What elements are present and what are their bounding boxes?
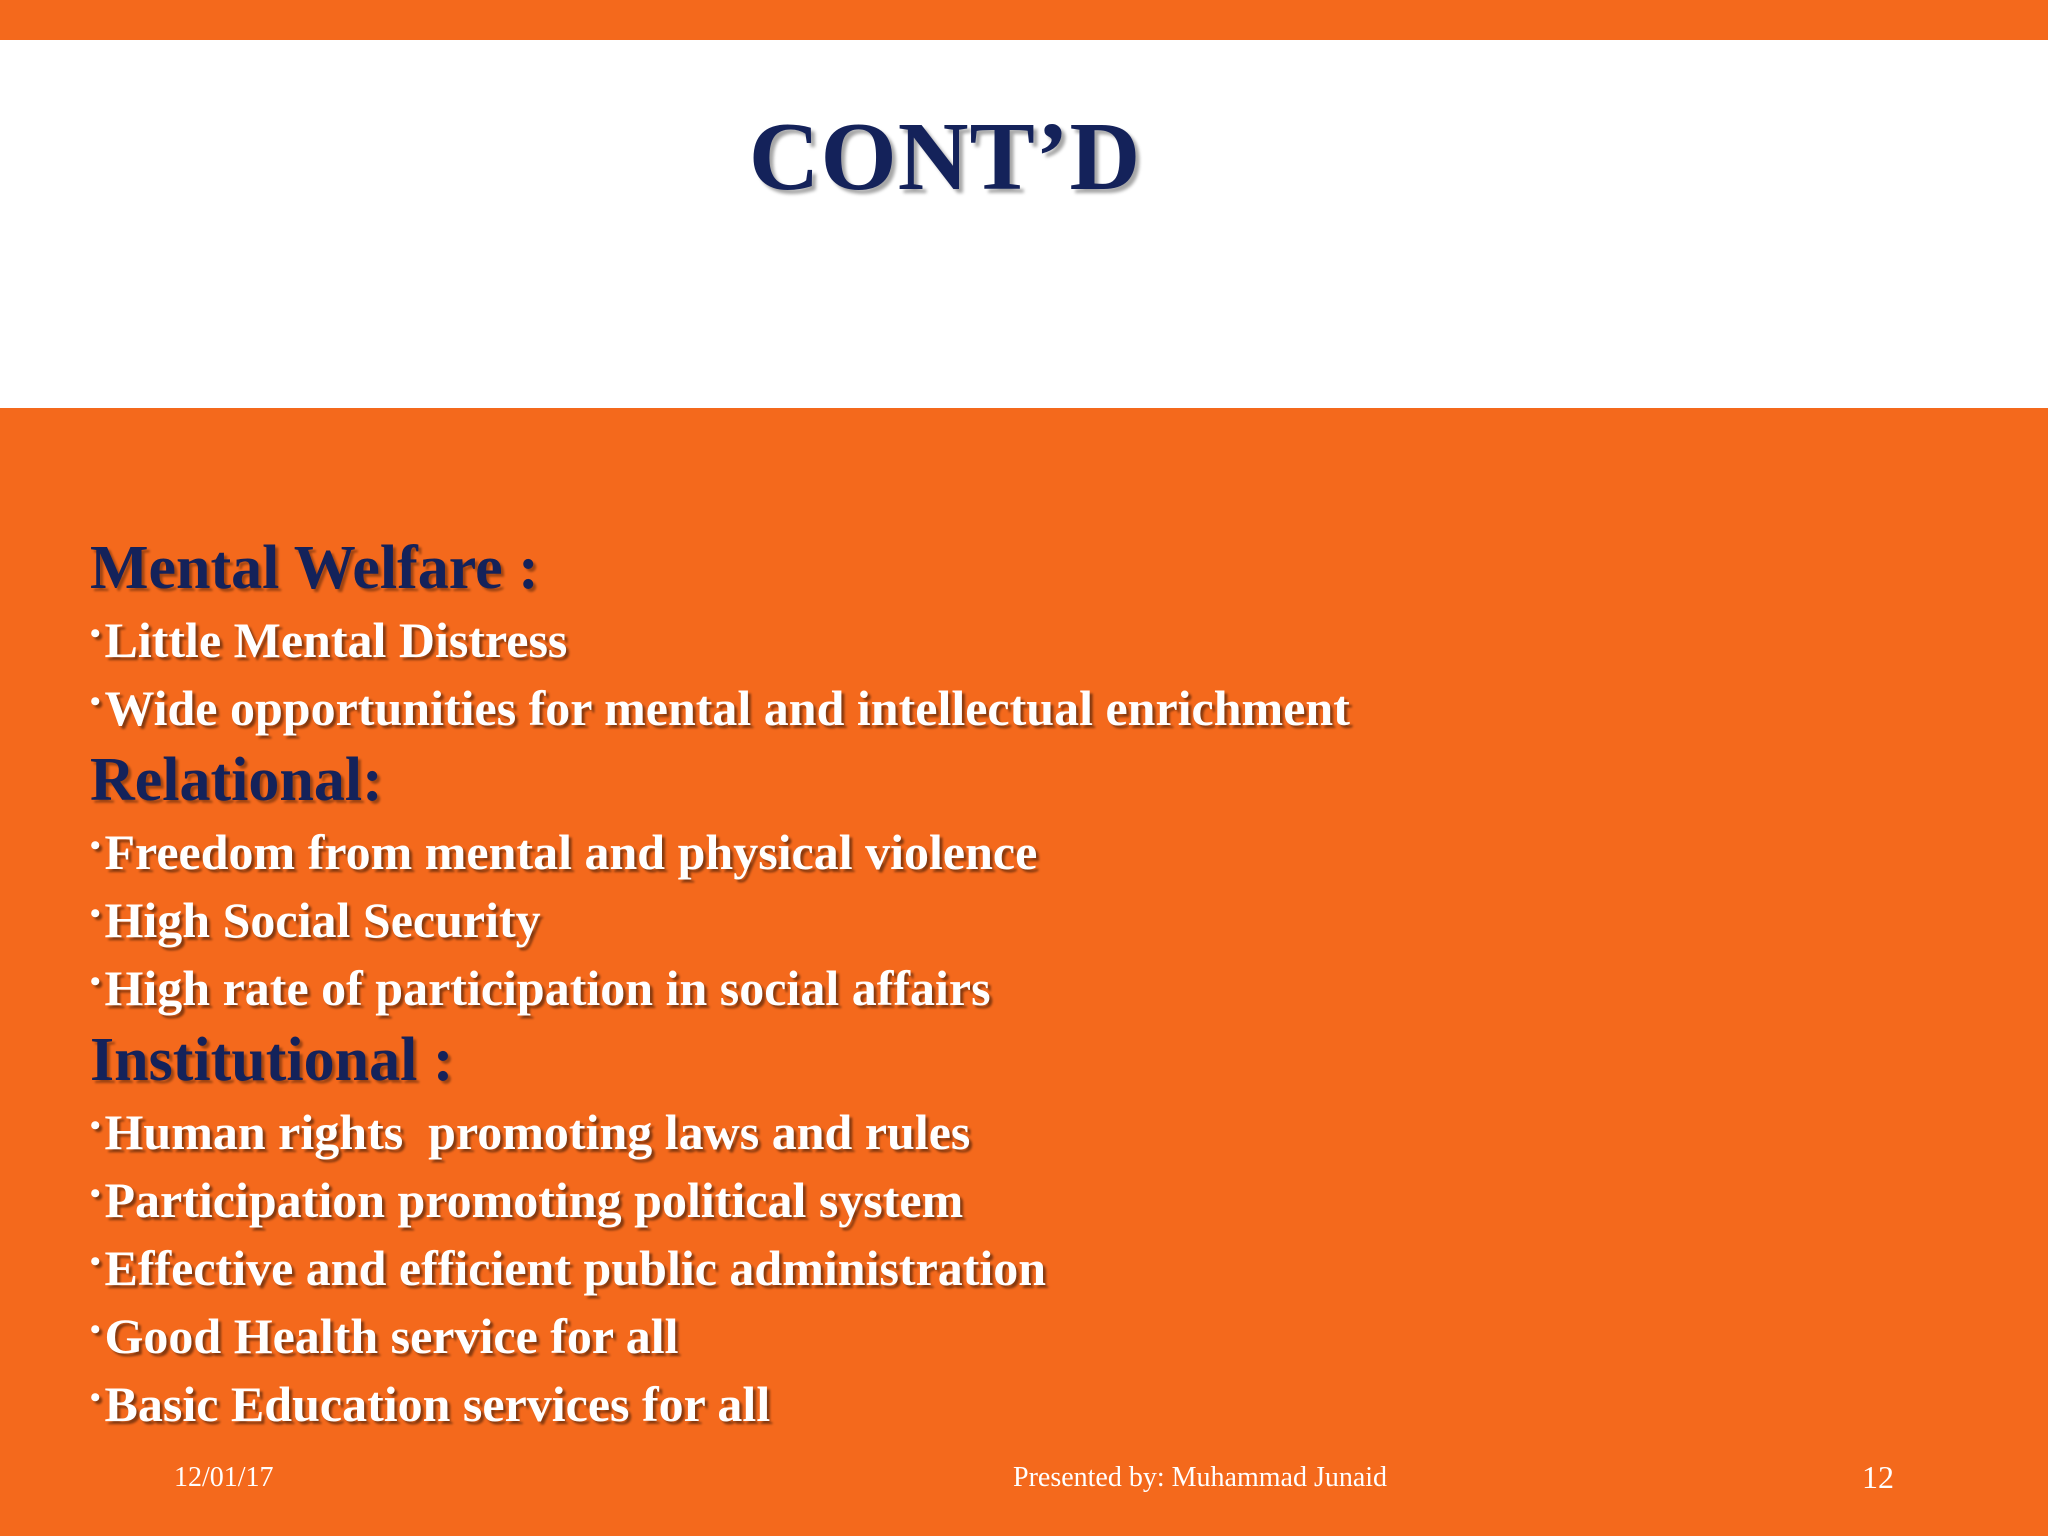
bullet-icon: •	[90, 829, 101, 862]
bullet-item	[90, 818, 1970, 886]
bullet-text: High rate of participation in social affairs	[104, 960, 991, 1016]
section-heading-mental-welfare: Mental Welfare :	[90, 534, 539, 602]
bullet-icon: •	[90, 1313, 101, 1346]
footer-presenter: Presented by: Muhammad Junaid	[1013, 1462, 1388, 1493]
bullet-icon: •	[90, 1109, 101, 1142]
bullet-icon: •	[90, 617, 101, 650]
bullet-icon: •	[90, 965, 101, 998]
bullet-text: Little Mental Distress	[104, 612, 568, 668]
bullet-item	[90, 674, 1970, 742]
section-heading-institutional: Institutional :	[90, 1026, 454, 1094]
slide-body	[90, 530, 1970, 1438]
slide-number: 12	[1862, 1459, 1894, 1495]
section-heading-relational: Relational:	[90, 746, 383, 814]
bullet-text: Effective and efficient public administration	[104, 1240, 1047, 1296]
bullet-item	[90, 1234, 1970, 1302]
bullet-item	[90, 1166, 1970, 1234]
bullet-text: High Social Security	[104, 892, 541, 948]
bullet-text: Basic Education services for all	[104, 1376, 771, 1432]
bullet-icon: •	[90, 685, 101, 718]
bullet-item	[90, 1370, 1970, 1438]
bullet-icon: •	[90, 1381, 101, 1414]
bullet-icon: •	[90, 1245, 101, 1278]
bullet-text: Participation promoting political system	[104, 1172, 964, 1228]
bullet-text: Wide opportunities for mental and intellectual enrichment	[104, 680, 1350, 736]
bullet-item	[90, 954, 1970, 1022]
bullet-item	[90, 886, 1970, 954]
top-accent-bar	[0, 0, 2048, 40]
slide-title: CONT’D	[748, 103, 1142, 211]
bullet-text: Good Health service for all	[104, 1308, 679, 1364]
bullet-item	[90, 1098, 1970, 1166]
bullet-text: Human rights promoting laws and rules	[104, 1104, 971, 1160]
bullet-item	[90, 1302, 1970, 1370]
bullet-item	[90, 606, 1970, 674]
bullet-text: Freedom from mental and physical violence	[104, 824, 1038, 880]
footer-date: 12/01/17	[174, 1462, 274, 1493]
title-panel	[0, 40, 2048, 408]
bullet-icon: •	[90, 1177, 101, 1210]
bullet-icon: •	[90, 897, 101, 930]
